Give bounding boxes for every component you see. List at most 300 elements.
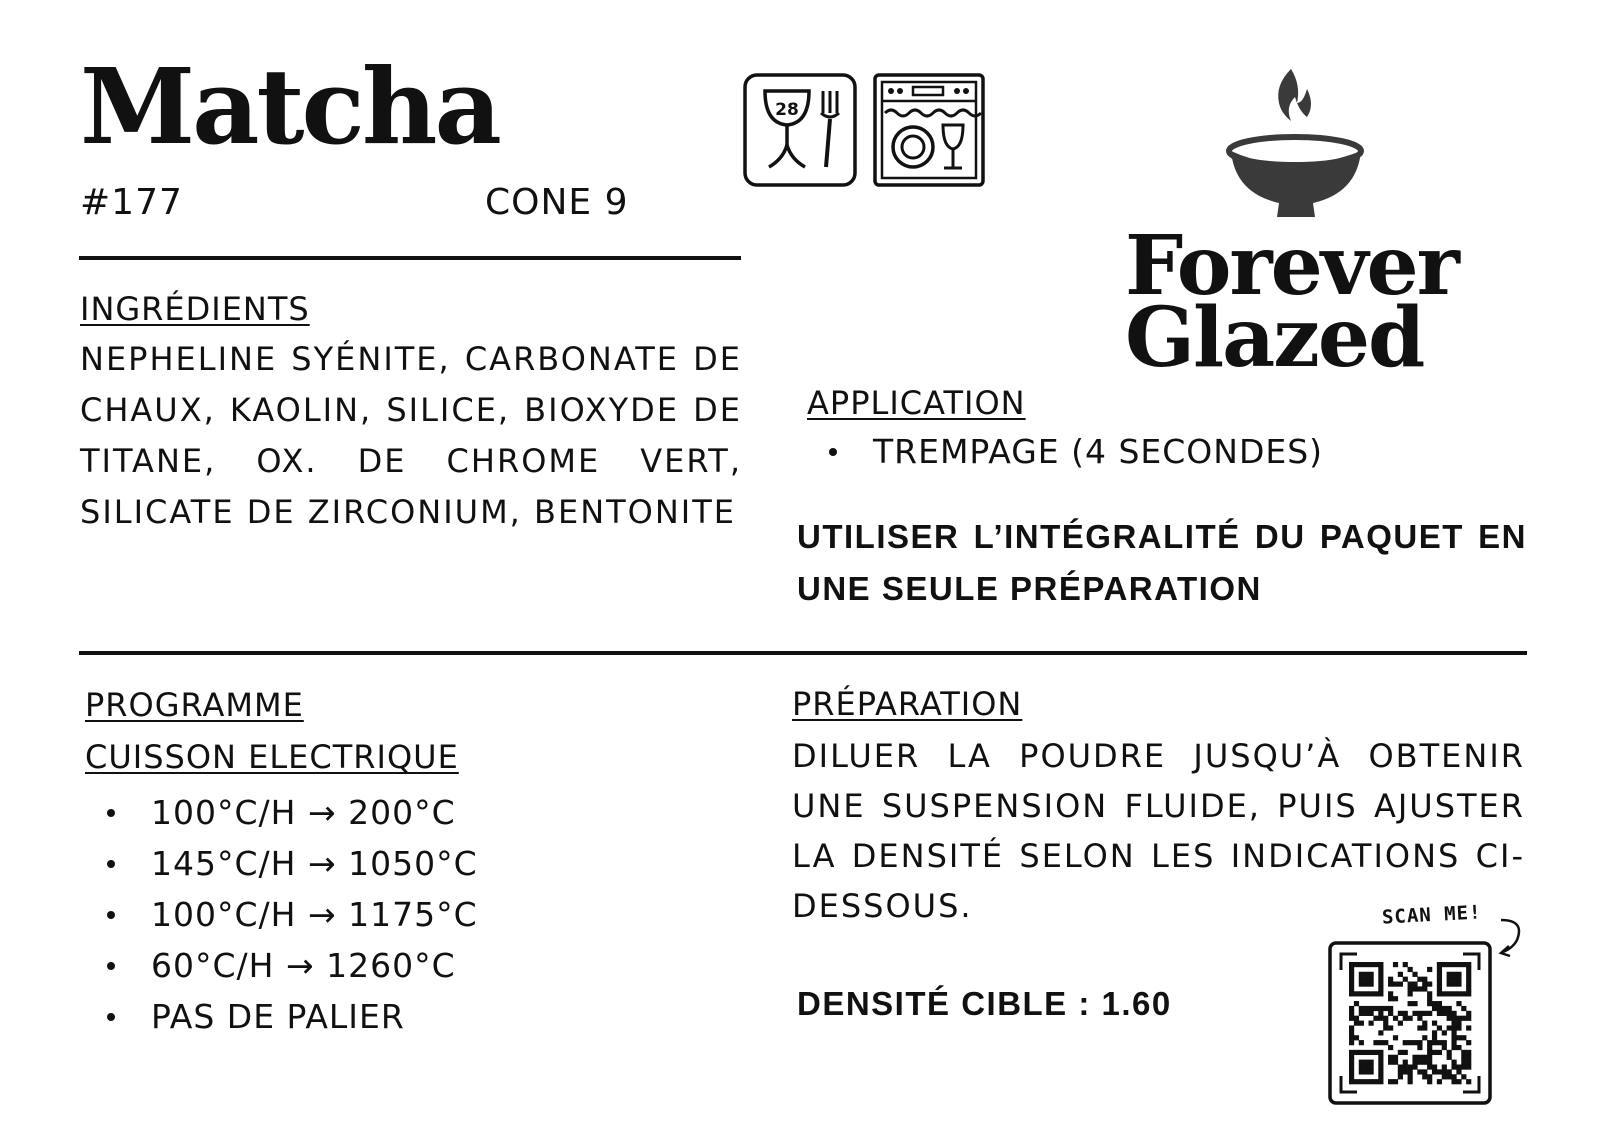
qr-module xyxy=(1447,1006,1452,1011)
qr-module xyxy=(1359,1064,1364,1069)
qr-module xyxy=(1417,1016,1422,1021)
qr-module xyxy=(1437,991,1442,996)
qr-module xyxy=(1349,977,1354,982)
qr-module xyxy=(1432,1006,1437,1011)
qr-module xyxy=(1378,986,1383,991)
qr-module xyxy=(1378,1011,1383,1016)
qr-module xyxy=(1442,1040,1447,1045)
qr-module xyxy=(1456,1021,1461,1026)
qr-module xyxy=(1393,1055,1398,1060)
qr-module xyxy=(1412,1064,1417,1069)
qr-module xyxy=(1359,1050,1364,1055)
qr-module xyxy=(1442,1011,1447,1016)
qr-module xyxy=(1359,977,1364,982)
qr-module xyxy=(1403,1011,1408,1016)
qr-module xyxy=(1422,1069,1427,1074)
qr-module xyxy=(1408,991,1413,996)
qr-module xyxy=(1373,1079,1378,1084)
qr-module xyxy=(1359,1011,1364,1016)
product-number: #177 xyxy=(80,182,183,223)
qr-module xyxy=(1417,1045,1422,1050)
qr-module xyxy=(1456,991,1461,996)
qr-module xyxy=(1349,1030,1354,1035)
qr-module xyxy=(1364,977,1369,982)
qr-module xyxy=(1403,962,1408,967)
qr-module xyxy=(1466,1079,1471,1084)
qr-module xyxy=(1378,1069,1383,1074)
qr-module xyxy=(1378,1079,1383,1084)
usage-warning: UTILISER L’INTÉGRALITÉ DU PAQUET EN UNE SEULE PRÉPARATION xyxy=(797,518,1527,607)
qr-module xyxy=(1354,991,1359,996)
qr-module xyxy=(1398,1050,1403,1055)
qr-module xyxy=(1461,1055,1466,1060)
qr-module xyxy=(1456,1079,1461,1084)
qr-module xyxy=(1369,1011,1374,1016)
qr-module xyxy=(1364,1050,1369,1055)
qr-module xyxy=(1369,1060,1374,1065)
qr-module xyxy=(1369,1006,1374,1011)
qr-module xyxy=(1373,991,1378,996)
qr-module xyxy=(1466,1016,1471,1021)
qr-module xyxy=(1412,1001,1417,1006)
qr-module xyxy=(1427,1060,1432,1065)
qr-module xyxy=(1437,977,1442,982)
qr-module xyxy=(1393,1016,1398,1021)
qr-module xyxy=(1388,991,1393,996)
qr-module xyxy=(1432,1040,1437,1045)
firing-step: 100°C/H → 200°C xyxy=(85,787,478,838)
qr-module xyxy=(1442,1030,1447,1035)
qr-module xyxy=(1427,1001,1432,1006)
qr-module xyxy=(1388,996,1393,1001)
qr-module xyxy=(1456,1064,1461,1069)
qr-module xyxy=(1461,1050,1466,1055)
qr-module xyxy=(1408,1074,1413,1079)
qr-module xyxy=(1451,1021,1456,1026)
qr-module xyxy=(1378,962,1383,967)
qr-module xyxy=(1349,1069,1354,1074)
qr-module xyxy=(1388,1060,1393,1065)
qr-module xyxy=(1466,1040,1471,1045)
qr-module xyxy=(1408,986,1413,991)
qr-module xyxy=(1442,1074,1447,1079)
qr-module xyxy=(1383,1021,1388,1026)
qr-module xyxy=(1437,986,1442,991)
qr-module xyxy=(1354,962,1359,967)
qr-module xyxy=(1422,1060,1427,1065)
qr-module xyxy=(1408,1079,1413,1084)
qr-module xyxy=(1378,1060,1383,1065)
qr-module xyxy=(1364,1069,1369,1074)
ingredients-label: INGRÉDIENTS xyxy=(80,290,310,328)
qr-module xyxy=(1364,1079,1369,1084)
qr-module xyxy=(1398,982,1403,987)
arrow-icon xyxy=(1495,914,1531,968)
qr-module xyxy=(1427,1055,1432,1060)
qr-module xyxy=(1373,962,1378,967)
qr-module xyxy=(1349,972,1354,977)
qr-module xyxy=(1417,977,1422,982)
qr-module xyxy=(1412,1040,1417,1045)
qr-module xyxy=(1383,1016,1388,1021)
qr-module xyxy=(1427,991,1432,996)
product-title: Matcha xyxy=(80,45,499,168)
qr-module xyxy=(1364,1064,1369,1069)
qr-module xyxy=(1349,1011,1354,1016)
qr-module xyxy=(1427,1064,1432,1069)
qr-module xyxy=(1437,967,1442,972)
brand-line-1: Forever xyxy=(1125,218,1458,314)
qr-module xyxy=(1359,1006,1364,1011)
qr-module xyxy=(1388,1025,1393,1030)
qr-module xyxy=(1354,1050,1359,1055)
qr-module xyxy=(1461,1064,1466,1069)
qr-module xyxy=(1427,1074,1432,1079)
qr-module xyxy=(1349,967,1354,972)
qr-module xyxy=(1378,1050,1383,1055)
qr-module xyxy=(1451,1011,1456,1016)
qr-module xyxy=(1349,986,1354,991)
qr-module xyxy=(1417,1069,1422,1074)
qr-module xyxy=(1447,1016,1452,1021)
firing-type-label: CUISSON ELECTRIQUE xyxy=(85,738,459,776)
qr-module xyxy=(1447,991,1452,996)
firing-step: 100°C/H → 1175°C xyxy=(85,889,478,940)
qr-module xyxy=(1369,1021,1374,1026)
application-label: APPLICATION xyxy=(807,384,1026,422)
qr-module xyxy=(1378,1074,1383,1079)
qr-module xyxy=(1451,982,1456,987)
qr-module xyxy=(1354,1016,1359,1021)
qr-module xyxy=(1369,982,1374,987)
qr-module xyxy=(1398,1021,1403,1026)
qr-code[interactable] xyxy=(1327,940,1493,1110)
programme-label: PROGRAMME xyxy=(85,686,304,724)
qr-module xyxy=(1349,962,1354,967)
qr-module xyxy=(1417,1055,1422,1060)
qr-module xyxy=(1378,1055,1383,1060)
qr-module xyxy=(1451,1060,1456,1065)
firing-step: 60°C/H → 1260°C xyxy=(85,940,478,991)
qr-module xyxy=(1422,1074,1427,1079)
qr-module xyxy=(1447,1011,1452,1016)
qr-module xyxy=(1373,1050,1378,1055)
qr-module xyxy=(1408,1064,1413,1069)
qr-module xyxy=(1364,962,1369,967)
qr-module xyxy=(1447,977,1452,982)
qr-module xyxy=(1369,972,1374,977)
qr-module xyxy=(1349,982,1354,987)
qr-module xyxy=(1422,986,1427,991)
qr-module xyxy=(1451,1025,1456,1030)
qr-module xyxy=(1451,1030,1456,1035)
qr-module xyxy=(1432,1001,1437,1006)
qr-module xyxy=(1466,1050,1471,1055)
qr-module xyxy=(1432,1021,1437,1026)
application-list xyxy=(807,426,1323,477)
qr-module xyxy=(1369,1050,1374,1055)
qr-module xyxy=(1461,1016,1466,1021)
qr-module xyxy=(1359,1040,1364,1045)
qr-module xyxy=(1447,1025,1452,1030)
qr-module xyxy=(1427,967,1432,972)
qr-module xyxy=(1466,982,1471,987)
qr-module xyxy=(1349,1064,1354,1069)
preparation-text: DILUER LA POUDRE JUSQU’À OBTENIR UNE SUSPENSION FLUIDE, PUIS AJUSTER LA DENSITÉ SELON LES INDICATIONS CI-DESSOUS. xyxy=(792,737,1525,925)
firing-step: PAS DE PALIER xyxy=(85,991,478,1042)
qr-module xyxy=(1437,962,1442,967)
qr-module xyxy=(1461,1060,1466,1065)
qr-module xyxy=(1359,972,1364,977)
qr-module xyxy=(1403,1040,1408,1045)
qr-module xyxy=(1364,991,1369,996)
qr-module xyxy=(1466,1025,1471,1030)
qr-module xyxy=(1432,1030,1437,1035)
qr-module xyxy=(1388,1079,1393,1084)
qr-module xyxy=(1403,1060,1408,1065)
qr-module xyxy=(1437,1011,1442,1016)
qr-module xyxy=(1451,1045,1456,1050)
qr-module xyxy=(1359,991,1364,996)
qr-module xyxy=(1354,1079,1359,1084)
qr-module xyxy=(1388,1011,1393,1016)
qr-module xyxy=(1408,982,1413,987)
qr-module xyxy=(1349,1035,1354,1040)
qr-module xyxy=(1398,1069,1403,1074)
qr-module xyxy=(1427,1040,1432,1045)
qr-module xyxy=(1442,1064,1447,1069)
qr-module xyxy=(1437,1040,1442,1045)
qr-module xyxy=(1408,967,1413,972)
qr-module xyxy=(1393,1079,1398,1084)
middle-divider xyxy=(79,651,1527,655)
firing-schedule-list xyxy=(85,787,478,1042)
qr-module xyxy=(1359,1069,1364,1074)
qr-module xyxy=(1412,986,1417,991)
qr-module xyxy=(1466,967,1471,972)
qr-module xyxy=(1378,1030,1383,1035)
qr-module xyxy=(1364,1060,1369,1065)
qr-module xyxy=(1437,972,1442,977)
qr-module xyxy=(1408,1001,1413,1006)
qr-module xyxy=(1383,1006,1388,1011)
qr-module xyxy=(1349,1079,1354,1084)
firing-step: 145°C/H → 1050°C xyxy=(85,838,478,889)
qr-module xyxy=(1461,1035,1466,1040)
qr-module xyxy=(1432,1069,1437,1074)
qr-module xyxy=(1451,1079,1456,1084)
qr-module xyxy=(1456,962,1461,967)
scan-me-caption: SCAN ME! xyxy=(1381,901,1483,929)
qr-module xyxy=(1447,962,1452,967)
qr-module xyxy=(1417,1060,1422,1065)
qr-module xyxy=(1451,972,1456,977)
qr-module xyxy=(1437,1001,1442,1006)
qr-module xyxy=(1378,1064,1383,1069)
qr-module xyxy=(1354,1021,1359,1026)
qr-module xyxy=(1359,1021,1364,1026)
qr-module xyxy=(1408,1069,1413,1074)
qr-module xyxy=(1422,1035,1427,1040)
qr-module xyxy=(1388,1045,1393,1050)
qr-module xyxy=(1427,1045,1432,1050)
qr-module xyxy=(1437,1079,1442,1084)
qr-module xyxy=(1408,1016,1413,1021)
qr-module xyxy=(1369,977,1374,982)
qr-module xyxy=(1359,982,1364,987)
brand-line-2: Glazed xyxy=(1125,290,1424,386)
qr-module xyxy=(1349,1025,1354,1030)
qr-module xyxy=(1427,1079,1432,1084)
qr-module xyxy=(1442,1045,1447,1050)
qr-module xyxy=(1369,962,1374,967)
qr-module xyxy=(1417,986,1422,991)
qr-module xyxy=(1349,1050,1354,1055)
qr-module xyxy=(1422,1011,1427,1016)
qr-module xyxy=(1466,1064,1471,1069)
qr-module xyxy=(1403,1016,1408,1021)
qr-module xyxy=(1412,1055,1417,1060)
qr-module xyxy=(1447,1069,1452,1074)
qr-module xyxy=(1349,1006,1354,1011)
qr-module xyxy=(1359,1060,1364,1065)
qr-module xyxy=(1456,977,1461,982)
qr-module xyxy=(1466,991,1471,996)
qr-module xyxy=(1447,972,1452,977)
qr-module xyxy=(1461,962,1466,967)
qr-module xyxy=(1393,1060,1398,1065)
qr-module xyxy=(1417,1040,1422,1045)
qr-module xyxy=(1378,972,1383,977)
qr-module xyxy=(1422,1021,1427,1026)
qr-module xyxy=(1412,1060,1417,1065)
qr-module xyxy=(1461,1074,1466,1079)
cone-rating: CONE 9 xyxy=(485,182,629,223)
qr-module xyxy=(1442,962,1447,967)
qr-module xyxy=(1456,1025,1461,1030)
top-divider xyxy=(79,256,741,260)
dishwasher-safe-icon xyxy=(873,73,985,191)
qr-module xyxy=(1378,1040,1383,1045)
qr-module xyxy=(1437,1069,1442,1074)
qr-module xyxy=(1378,982,1383,987)
qr-module xyxy=(1451,1016,1456,1021)
qr-module xyxy=(1364,972,1369,977)
qr-module xyxy=(1427,996,1432,1001)
qr-module xyxy=(1432,1050,1437,1055)
qr-module xyxy=(1364,1011,1369,1016)
qr-module xyxy=(1432,1035,1437,1040)
qr-module xyxy=(1432,1064,1437,1069)
target-density: DENSITÉ CIBLE : 1.60 xyxy=(797,985,1172,1022)
qr-module xyxy=(1354,1001,1359,1006)
qr-module xyxy=(1466,972,1471,977)
qr-module xyxy=(1422,982,1427,987)
qr-module xyxy=(1466,977,1471,982)
qr-module xyxy=(1378,1016,1383,1021)
qr-module xyxy=(1447,1055,1452,1060)
ingredients-text: NEPHELINE SYÉNITE, CARBONATE DE CHAUX, KAOLIN, SILICE, BIOXYDE DE TITANE, OX. DE CHROME VERT, SILICATE DE ZIRCONIUM, BENTONITE xyxy=(80,340,742,531)
qr-module xyxy=(1442,1006,1447,1011)
qr-module xyxy=(1378,977,1383,982)
qr-module xyxy=(1437,1006,1442,1011)
qr-module xyxy=(1364,1006,1369,1011)
qr-module xyxy=(1456,1001,1461,1006)
qr-module xyxy=(1451,991,1456,996)
qr-module xyxy=(1451,1074,1456,1079)
qr-module xyxy=(1422,977,1427,982)
qr-module xyxy=(1437,1025,1442,1030)
qr-module xyxy=(1461,991,1466,996)
qr-module xyxy=(1398,1074,1403,1079)
qr-module xyxy=(1422,1055,1427,1060)
qr-module xyxy=(1408,1040,1413,1045)
brand-wordmark xyxy=(1125,218,1458,386)
qr-module xyxy=(1427,982,1432,987)
qr-module xyxy=(1398,972,1403,977)
qr-module xyxy=(1378,967,1383,972)
steaming-bowl-icon xyxy=(1225,67,1367,225)
food-safe-number: 28 xyxy=(775,100,799,120)
qr-module xyxy=(1388,1055,1393,1060)
qr-module xyxy=(1388,982,1393,987)
qr-module xyxy=(1447,1050,1452,1055)
qr-module xyxy=(1388,977,1393,982)
qr-module xyxy=(1393,982,1398,987)
preparation-label: PRÉPARATION xyxy=(792,685,1023,723)
qr-module xyxy=(1369,1069,1374,1074)
qr-module xyxy=(1393,962,1398,967)
qr-module xyxy=(1373,1016,1378,1021)
qr-module xyxy=(1398,1064,1403,1069)
qr-module xyxy=(1447,1074,1452,1079)
qr-module xyxy=(1451,1064,1456,1069)
qr-module xyxy=(1447,982,1452,987)
qr-module xyxy=(1393,996,1398,1001)
qr-module xyxy=(1456,1035,1461,1040)
qr-module xyxy=(1388,1006,1393,1011)
qr-module xyxy=(1412,972,1417,977)
qr-module xyxy=(1461,1006,1466,1011)
qr-module xyxy=(1349,1016,1354,1021)
qr-module xyxy=(1466,962,1471,967)
qr-module xyxy=(1378,991,1383,996)
qr-module xyxy=(1349,1060,1354,1065)
qr-module xyxy=(1403,977,1408,982)
qr-module xyxy=(1383,1040,1388,1045)
qr-module xyxy=(1422,1025,1427,1030)
qr-module xyxy=(1451,977,1456,982)
qr-module xyxy=(1354,1035,1359,1040)
qr-module xyxy=(1369,1064,1374,1069)
qr-module xyxy=(1359,962,1364,967)
qr-module xyxy=(1451,1040,1456,1045)
qr-module xyxy=(1466,1011,1471,1016)
qr-module xyxy=(1456,972,1461,977)
qr-module xyxy=(1466,1055,1471,1060)
qr-module xyxy=(1417,1025,1422,1030)
qr-module xyxy=(1359,1079,1364,1084)
qr-module xyxy=(1456,982,1461,987)
qr-module xyxy=(1437,1050,1442,1055)
qr-module xyxy=(1427,1011,1432,1016)
qr-module xyxy=(1427,1050,1432,1055)
qr-module xyxy=(1412,1011,1417,1016)
qr-module xyxy=(1403,1064,1408,1069)
qr-module xyxy=(1451,962,1456,967)
qr-module xyxy=(1412,982,1417,987)
qr-module xyxy=(1442,991,1447,996)
